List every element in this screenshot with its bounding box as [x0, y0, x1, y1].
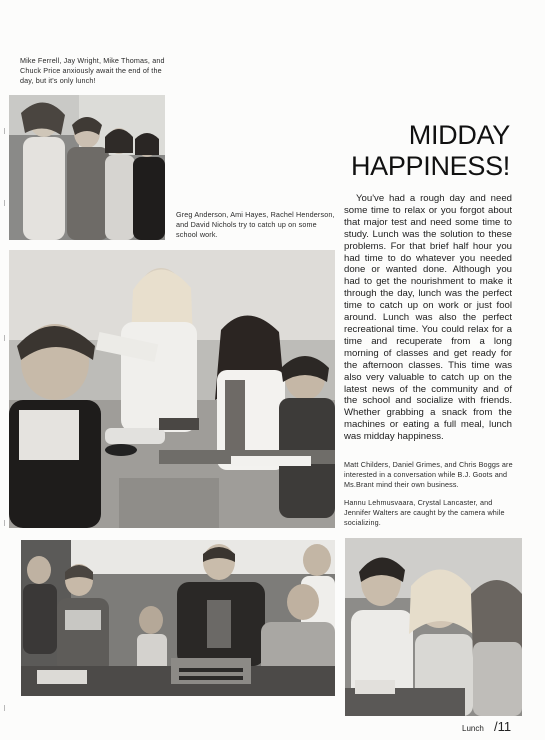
- photo-cafeteria: [21, 540, 335, 696]
- binding-mark: [4, 128, 5, 134]
- binding-mark: [4, 520, 5, 526]
- caption-middle: Greg Anderson, Ami Hayes, Rachel Henderson, and David Nichols try to catch up on some school work.: [176, 210, 335, 239]
- caption-right-1: Matt Childers, Daniel Grimes, and Chris Boggs are interested in a conversation while B.J. Goots and Ms.Brant mind their own business.: [344, 460, 513, 489]
- photo-socializing: [345, 538, 522, 716]
- binding-mark: [4, 200, 5, 206]
- story-body: You've had a rough day and need some time to relax or you forgot about that major test and need some time to study. Lunch was the solution to these problems. For that brief half hour you had time to do whatever you needed done or wanted done. Although you had to get the nourishment to make it through the day, lunch was the perfect time to catch up on work or just fool around. Lunch was also the perfect recreational time. You could relax for a time and recuperate from a long morning of classes and get ready for the afternoon classes. This time was also very valuable to catch up on the latest news of the community and of the school and socialize with friends. Whether grabbing a snack from the machines or eating a full meal, lunch was midday happiness.: [344, 193, 512, 443]
- headline-line-1: MIDDAY: [408, 120, 510, 150]
- binding-mark: [4, 335, 5, 341]
- binding-mark: [4, 705, 5, 711]
- caption-top-left: Mike Ferrell, Jay Wright, Mike Thomas, and Chuck Price anxiously await the end of the day, but it's only lunch!: [20, 56, 165, 85]
- photo-study-group: [9, 250, 335, 528]
- page-folio: [462, 719, 511, 734]
- headline-line-2: HAPPINESS!: [350, 151, 510, 181]
- folio-page-number: 11: [497, 719, 512, 734]
- folio-separator: /: [494, 719, 498, 734]
- headline: [350, 120, 510, 182]
- caption-right-2: Hannu Lehmusvaara, Crystal Lancaster, and Jennifer Walters are caught by the camera while socializing.: [344, 498, 505, 527]
- folio-section: Lunch: [462, 724, 484, 733]
- photo-students-waiting: [9, 95, 165, 240]
